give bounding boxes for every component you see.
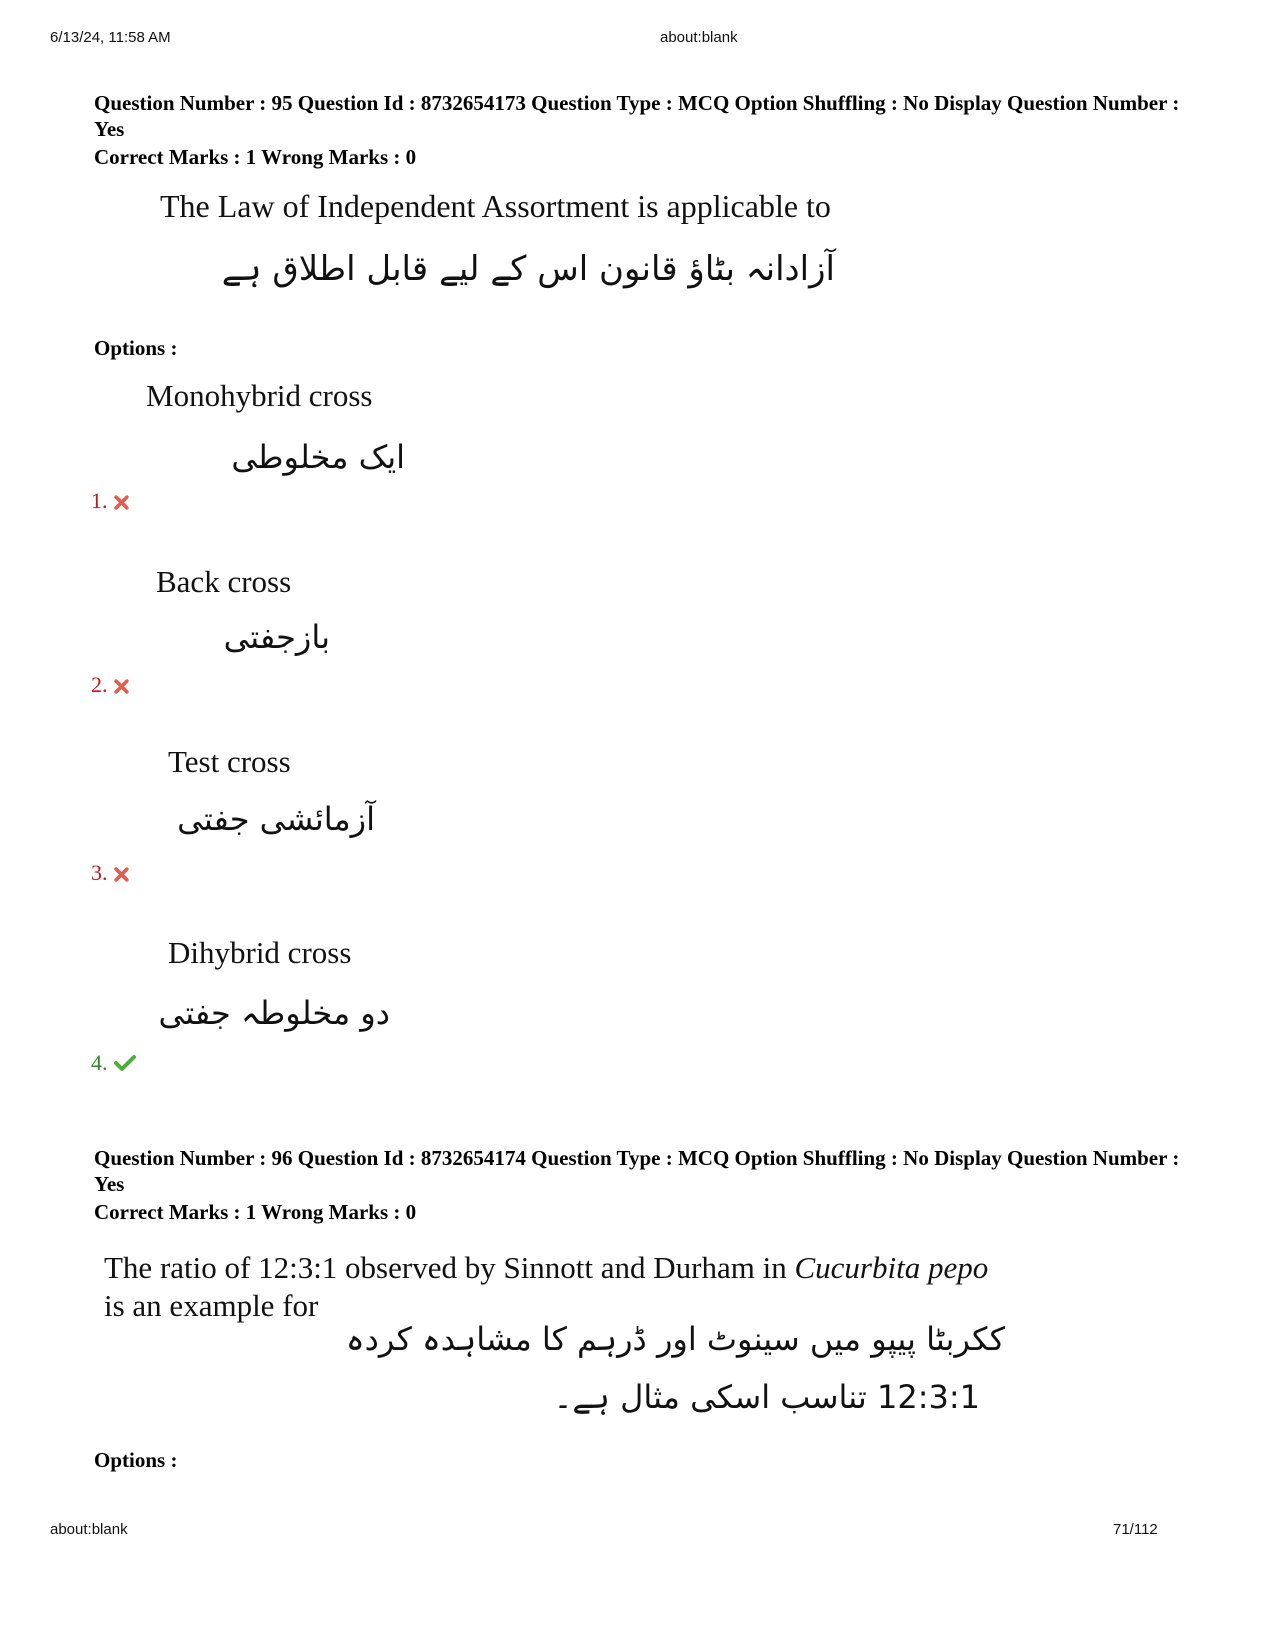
option-2-number: 2. <box>91 672 108 697</box>
option-4-number: 4. <box>91 1050 108 1075</box>
print-page-url: about:blank <box>660 29 738 46</box>
option-3-text-english: Test cross <box>168 744 291 779</box>
question-95-text-urdu: آزادانہ بٹاؤ قانون اس کے لیے قابل اطلاق ہے <box>221 249 835 289</box>
question-96-text-urdu-line2: 12:3:1 تناسب اسکی مثال ہے۔ <box>553 1378 980 1416</box>
option-4-text-english: Dihybrid cross <box>168 935 352 970</box>
question-96-meta: Question Number : 96 Question Id : 8732654174 Question Type : MCQ Option Shuffling : No Display Question Number : Yes <box>94 1146 1180 1196</box>
option-3 <box>91 860 129 888</box>
option-4-text-urdu: دو مخلوطہ جفتی <box>158 994 390 1032</box>
question-95-meta: Question Number : 95 Question Id : 8732654173 Question Type : MCQ Option Shuffling : No Display Question Number : Yes <box>94 91 1180 141</box>
option-2-text-english: Back cross <box>156 564 292 599</box>
question-95-options-label: Options : <box>94 336 178 360</box>
option-1-number: 1. <box>91 488 108 513</box>
option-2 <box>91 672 129 700</box>
question-96-text-english-line1 <box>104 1250 988 1286</box>
option-4 <box>91 1050 136 1078</box>
option-1-text-english: Monohybrid cross <box>146 378 373 413</box>
print-datetime: 6/13/24, 11:58 AM <box>50 29 171 46</box>
question-96-marks: Correct Marks : 1 Wrong Marks : 0 <box>94 1200 417 1224</box>
option-2-text-urdu: بازجفتی <box>223 618 330 656</box>
option-1-text-urdu: ایک مخلوطی <box>231 438 405 476</box>
option-3-number: 3. <box>91 860 108 885</box>
question-96-text-english-line2: is an example for <box>104 1288 319 1323</box>
check-icon <box>114 1052 136 1078</box>
question-96-text-urdu-line1: ککربٹا پیپو میں سینوٹ اور ڈرہم کا مشاہدہ کردہ <box>345 1320 1005 1358</box>
question-96-species-name: Cucurbita pepo <box>794 1250 989 1285</box>
page-counter: 71/112 <box>1113 1521 1158 1538</box>
question-95-text-english: The Law of Independent Assortment is applicable to <box>160 188 831 224</box>
question-95-marks: Correct Marks : 1 Wrong Marks : 0 <box>94 145 417 169</box>
question-96-options-label: Options : <box>94 1448 178 1472</box>
option-3-text-urdu: آزمائشی جفتی <box>177 800 375 838</box>
cross-icon <box>114 862 129 888</box>
cross-icon <box>114 490 129 516</box>
option-1 <box>91 488 129 516</box>
cross-icon <box>114 674 129 700</box>
footer-page-url: about:blank <box>50 1521 128 1538</box>
question-96-text-part1: The ratio of 12:3:1 observed by Sinnott and Durham in <box>104 1250 795 1285</box>
